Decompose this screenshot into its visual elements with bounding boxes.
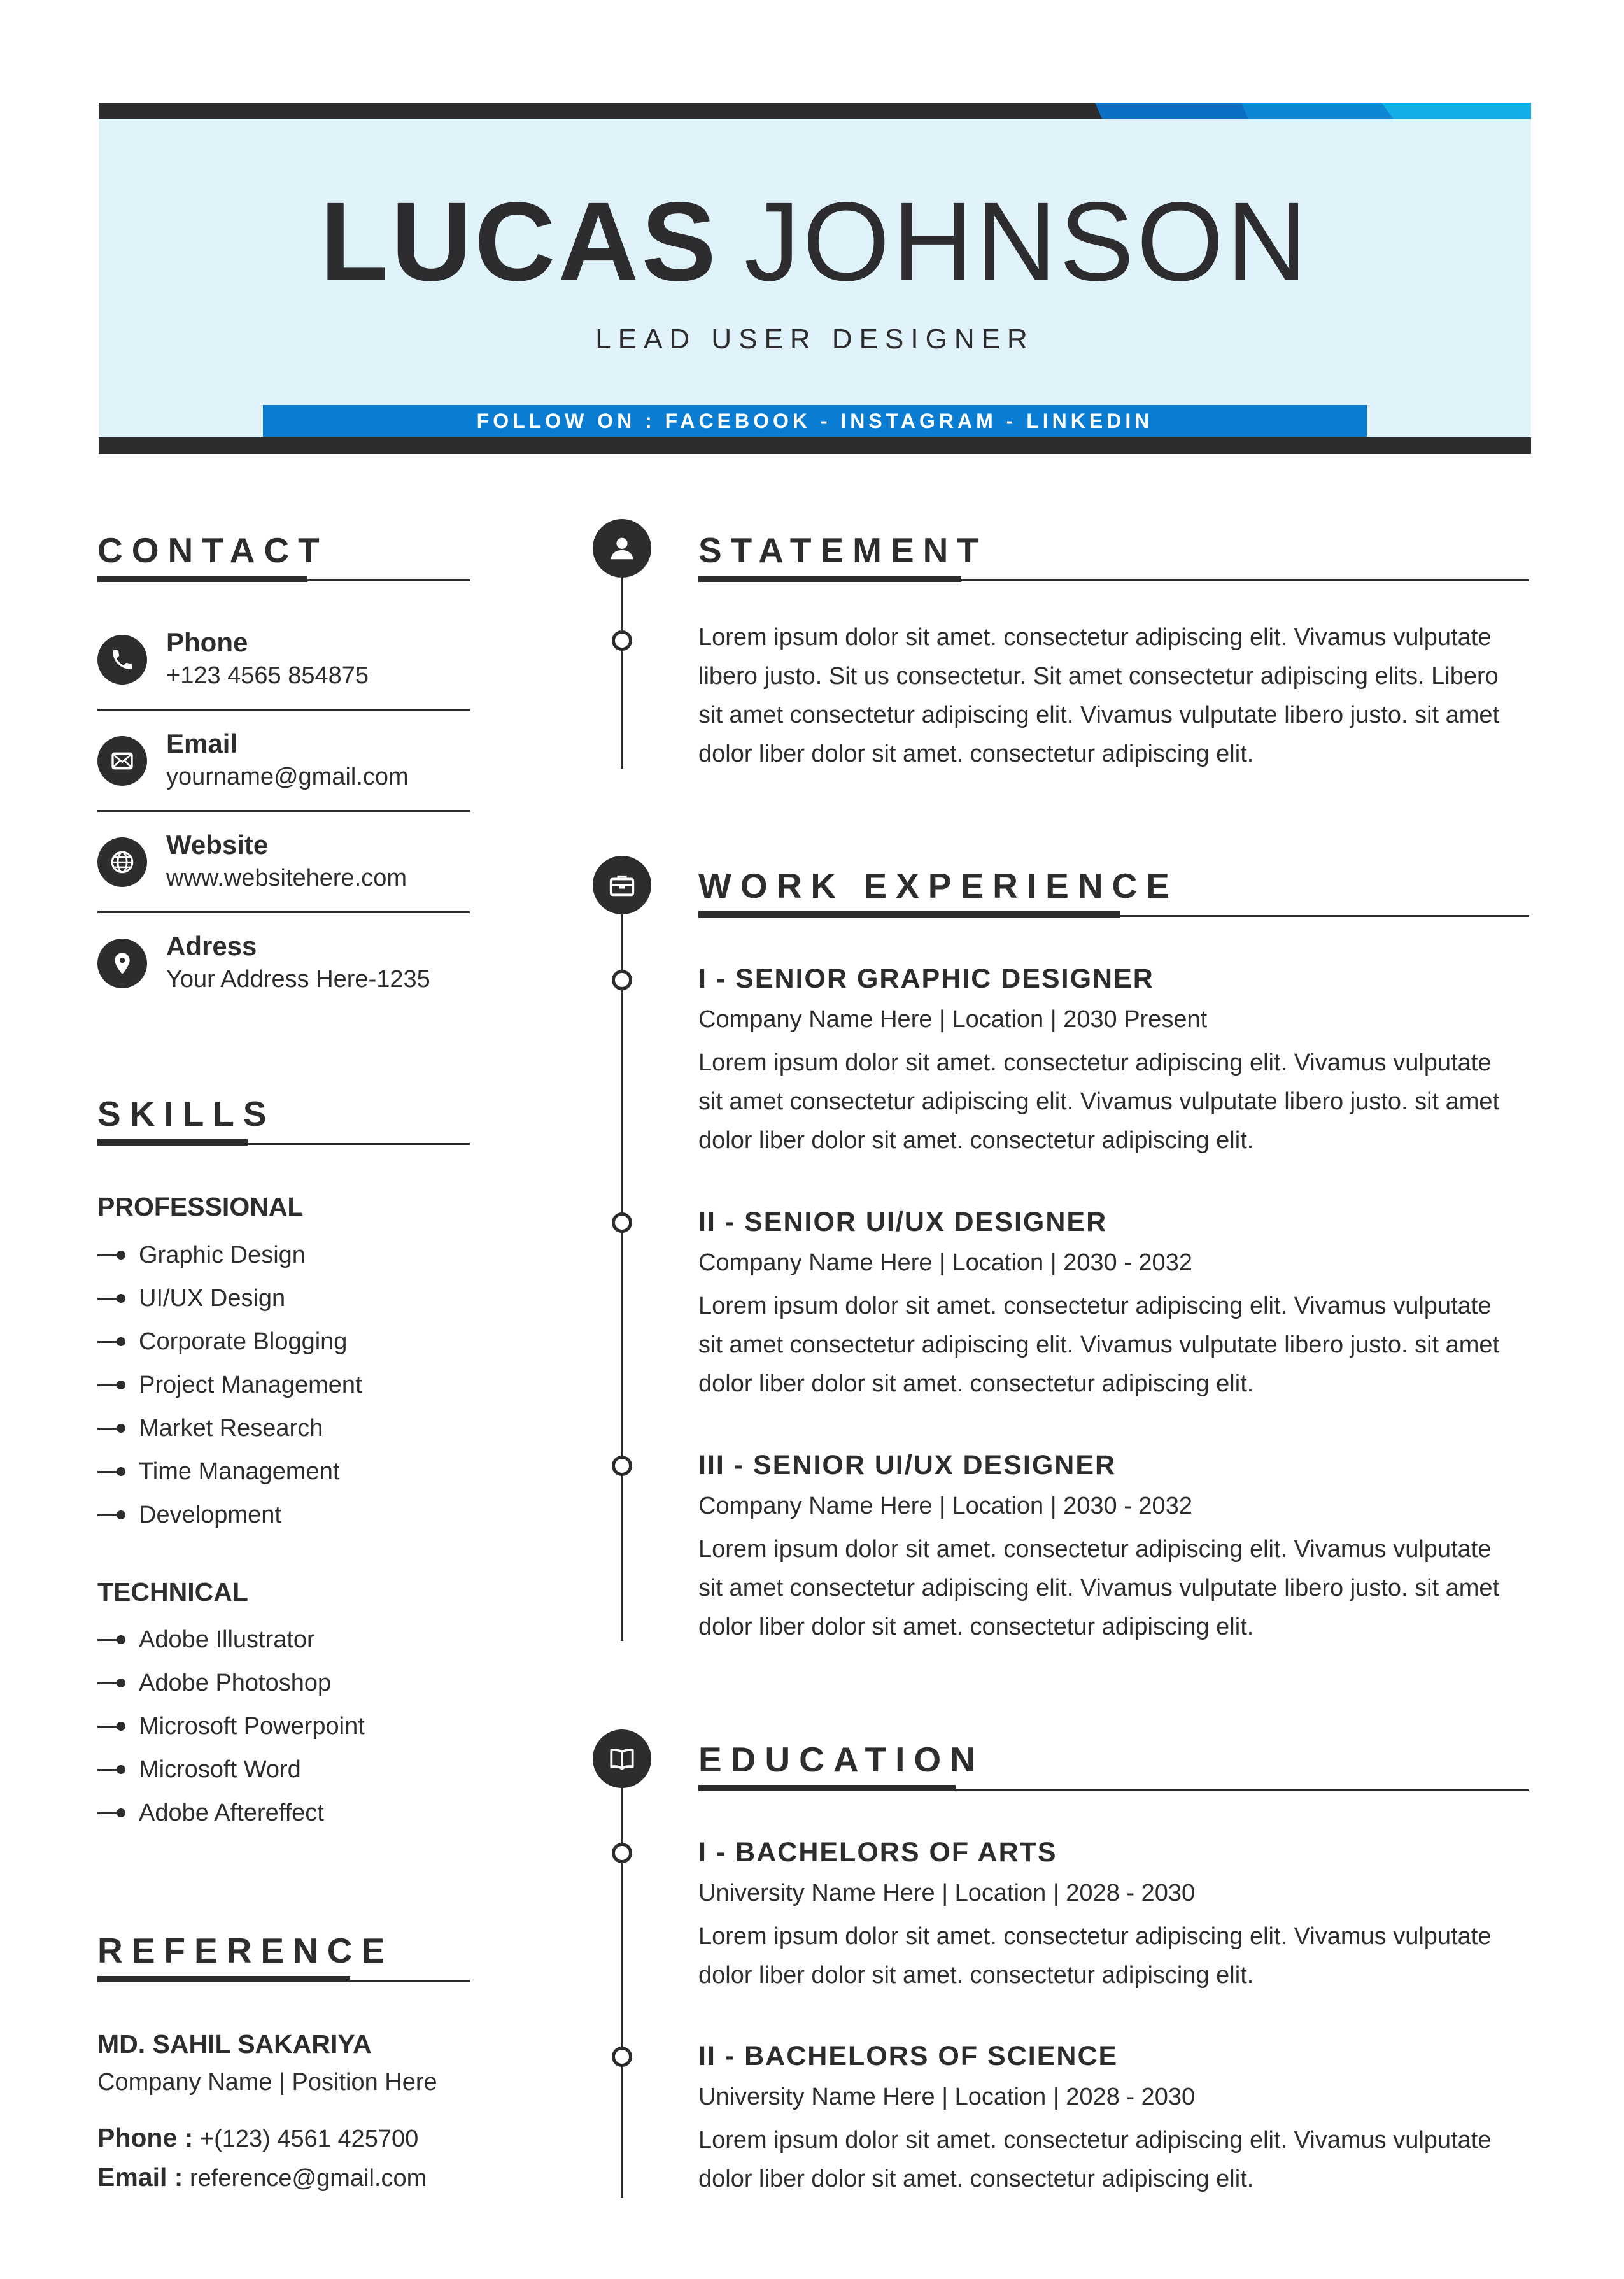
briefcase-icon: [593, 856, 651, 914]
contact-value-address: Your Address Here-1235: [166, 966, 430, 993]
education-2-description: Lorem ipsum dolor sit amet. consectetur adipiscing elit. Vivamus vulputate dolor liber dolor sit amet. consectetur adipiscing elit.: [698, 2127, 1492, 2192]
arrow-bullet-icon: [97, 1341, 123, 1343]
reference-email-label: Email :: [97, 2162, 183, 2192]
timeline-dot: [612, 1843, 632, 1863]
timeline-dot: [612, 970, 632, 990]
timeline-line: [621, 1761, 623, 2198]
professional-skills-heading: PROFESSIONAL: [97, 1192, 304, 1221]
list-item: Microsoft Word: [97, 1748, 365, 1791]
job-1-meta: Company Name Here | Location | 2030 Present: [698, 1006, 1208, 1033]
timeline-dot: [612, 630, 632, 651]
arrow-bullet-icon: [97, 1769, 123, 1771]
contact-divider: [97, 911, 470, 913]
reference-phone: [97, 2123, 418, 2153]
location-pin-icon: [97, 939, 147, 988]
contact-divider: [97, 810, 470, 812]
job-1-title: I - SENIOR GRAPHIC DESIGNER: [698, 963, 1154, 994]
reference-phone-value[interactable]: +(123) 4561 425700: [199, 2126, 419, 2152]
job-3-title: III - SENIOR UI/UX DESIGNER: [698, 1450, 1117, 1480]
education-2-meta: University Name Here | Location | 2028 - 2030: [698, 2084, 1196, 2110]
person-icon: [593, 519, 651, 578]
globe-icon: [97, 837, 147, 887]
list-item: Development: [97, 1493, 362, 1537]
arrow-bullet-icon: [97, 1254, 123, 1256]
contact-value-website[interactable]: www.websitehere.com: [166, 865, 407, 891]
candidate-name: [99, 178, 1531, 306]
social-links[interactable]: FACEBOOK - INSTAGRAM - LINKEDIN: [665, 409, 1154, 432]
statement-rule-accent: [698, 576, 961, 582]
arrow-bullet-icon: [97, 1471, 123, 1473]
list-item: Market Research: [97, 1407, 362, 1450]
header-accent-stripe: [1381, 103, 1531, 119]
list-item: Time Management: [97, 1450, 362, 1493]
arrow-bullet-icon: [97, 1726, 123, 1728]
timeline-dot: [612, 2047, 632, 2067]
list-item: Corporate Blogging: [97, 1320, 362, 1363]
open-book-icon: [593, 1729, 651, 1788]
contact-heading: CONTACT: [97, 530, 328, 570]
contact-value-email[interactable]: yourname@gmail.com: [166, 763, 409, 790]
technical-skills-list: [97, 1618, 365, 1835]
mail-icon: [97, 736, 147, 786]
contact-label-phone: Phone: [166, 627, 248, 657]
list-item: Microsoft Powerpoint: [97, 1705, 365, 1748]
arrow-bullet-icon: [97, 1428, 123, 1430]
reference-rule-accent: [97, 1976, 350, 1982]
statement-text: Lorem ipsum dolor sit amet. consectetur adipiscing elit. Vivamus vulputate libero justo. Sit us consectetur. Sit amet consectetur adipiscing elits. Libero sit amet consectetur adipiscing elit. Vivamus vulputate libero justo. sit amet dolor liber dolor sit amet. consectetur adipiscing elit.: [698, 624, 1500, 767]
follow-bar: [263, 405, 1367, 437]
education-rule-accent: [698, 1785, 956, 1791]
arrow-bullet-icon: [97, 1812, 123, 1814]
work-experience-rule-accent: [698, 911, 1120, 918]
education-heading: EDUCATION: [698, 1740, 984, 1779]
arrow-bullet-icon: [97, 1384, 123, 1386]
skills-heading: SKILLS: [97, 1094, 276, 1133]
follow-prefix: FOLLOW ON :: [476, 409, 665, 432]
list-item: Graphic Design: [97, 1233, 362, 1277]
arrow-bullet-icon: [97, 1298, 123, 1300]
timeline-dot: [612, 1212, 632, 1233]
job-3-meta: Company Name Here | Location | 2030 - 2032: [698, 1493, 1192, 1519]
header-bottom-bar: [99, 437, 1531, 454]
contact-value-phone[interactable]: +123 4565 854875: [166, 662, 369, 689]
job-title: LEAD USER DESIGNER: [595, 323, 1034, 355]
contact-divider: [97, 709, 470, 711]
list-item: Adobe Photoshop: [97, 1661, 365, 1705]
statement-heading: STATEMENT: [698, 530, 987, 570]
education-1-title: I - BACHELORS OF ARTS: [698, 1837, 1057, 1868]
list-item: Adobe Illustrator: [97, 1618, 365, 1661]
list-item: Adobe Aftereffect: [97, 1791, 365, 1835]
reference-company: Company Name | Position Here: [97, 2069, 437, 2096]
technical-skills-heading: TECHNICAL: [97, 1577, 248, 1607]
contact-label-website: Website: [166, 830, 269, 860]
timeline-line: [621, 551, 623, 769]
professional-skills-list: [97, 1233, 362, 1537]
arrow-bullet-icon: [97, 1514, 123, 1516]
job-2-title: II - SENIOR UI/UX DESIGNER: [698, 1207, 1108, 1237]
job-3-description: Lorem ipsum dolor sit amet. consectetur adipiscing elit. Vivamus vulputate sit amet consectetur adipiscing elit. Vivamus vulputate libero justo. sit amet dolor liber dolor sit amet. consectetur adipiscing elit.: [698, 1536, 1500, 1640]
job-1-description: Lorem ipsum dolor sit amet. consectetur adipiscing elit. Vivamus vulputate sit amet consectetur adipiscing elit. Vivamus vulputate libero justo. sit amet dolor liber dolor sit amet. consectetur adipiscing elit.: [698, 1049, 1500, 1154]
list-item: UI/UX Design: [97, 1277, 362, 1320]
phone-icon: [97, 635, 147, 685]
first-name: LUCAS: [320, 180, 719, 304]
timeline-dot: [612, 1456, 632, 1476]
last-name: JOHNSON: [744, 180, 1310, 304]
reference-name: MD. SAHIL SAKARIYA: [97, 2029, 372, 2059]
skills-rule-accent: [97, 1139, 248, 1146]
education-1-description: Lorem ipsum dolor sit amet. consectetur adipiscing elit. Vivamus vulputate dolor liber dolor sit amet. consectetur adipiscing elit.: [698, 1923, 1492, 1989]
reference-heading: REFERENCE: [97, 1931, 394, 1970]
reference-phone-label: Phone :: [97, 2123, 194, 2152]
education-2-title: II - BACHELORS OF SCIENCE: [698, 2041, 1119, 2071]
list-item: Project Management: [97, 1363, 362, 1407]
arrow-bullet-icon: [97, 1639, 123, 1641]
job-2-description: Lorem ipsum dolor sit amet. consectetur adipiscing elit. Vivamus vulputate sit amet consectetur adipiscing elit. Vivamus vulputate libero justo. sit amet dolor liber dolor sit amet. consectetur adipiscing elit.: [698, 1293, 1500, 1397]
reference-email-value[interactable]: reference@gmail.com: [190, 2165, 427, 2192]
job-2-meta: Company Name Here | Location | 2030 - 2032: [698, 1249, 1192, 1276]
education-1-meta: University Name Here | Location | 2028 - 2030: [698, 1880, 1196, 1906]
arrow-bullet-icon: [97, 1682, 123, 1684]
contact-rule-accent: [97, 576, 307, 582]
contact-label-email: Email: [166, 728, 238, 758]
work-experience-heading: WORK EXPERIENCE: [698, 866, 1178, 905]
timeline-line: [621, 885, 623, 1641]
contact-label-address: Adress: [166, 931, 257, 961]
reference-email: [97, 2162, 427, 2192]
